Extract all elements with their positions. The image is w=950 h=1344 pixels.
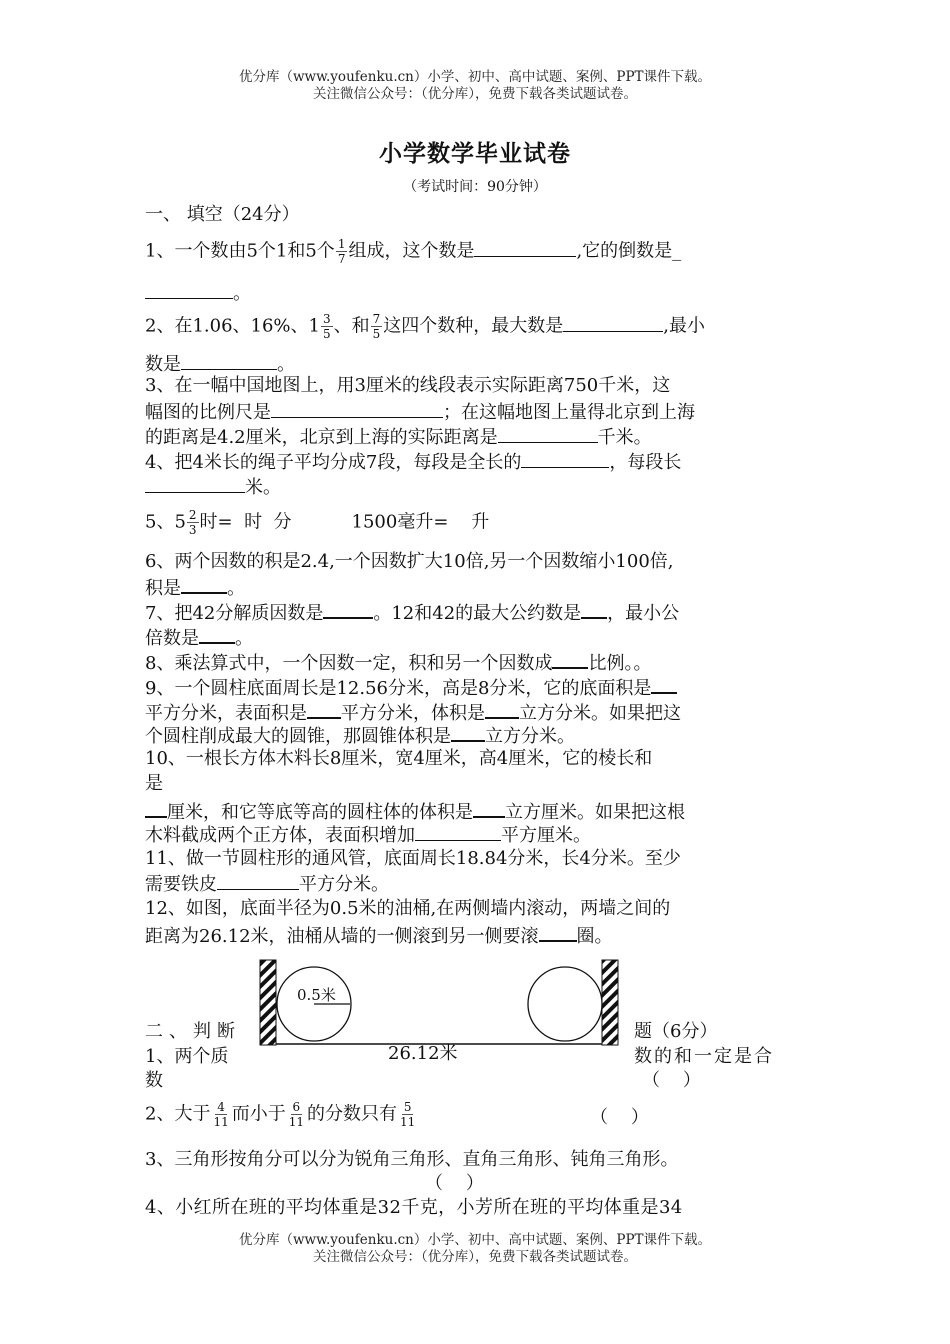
judge-1-right: 数的和一定是合 xyxy=(634,1046,774,1067)
fraction: $\frac{1}{7}$ xyxy=(337,237,346,266)
header-line-2: 关注微信公众号：（优分库），免费下载各类试题试卷。 xyxy=(313,86,637,102)
page-title: 小学数学毕业试卷 xyxy=(379,140,571,167)
answer-blank xyxy=(485,699,519,719)
answer-blank xyxy=(145,798,167,818)
answer-blank xyxy=(651,674,677,694)
header-line-1: 优分库（www.youfenku.cn）小学、初中、高中试题、案例、PPT课件下载。 xyxy=(238,69,712,85)
answer-blank xyxy=(474,238,576,257)
question-10-line-4: 木料截成两个正方体，表面积增加 平方厘米。 xyxy=(145,822,591,848)
answer-blank xyxy=(473,798,505,818)
fraction: $\frac{7}{5}$ xyxy=(372,312,381,341)
section-2-heading-left: 二、判断 xyxy=(145,1021,241,1042)
answer-blank xyxy=(145,474,245,493)
judge-3-paren[interactable]: （ ） xyxy=(425,1173,484,1194)
question-9-line-3: 个圆柱削成最大的圆锥，那圆锥体积是 立方分米。 xyxy=(145,722,575,749)
answer-blank xyxy=(307,699,341,719)
answer-blank xyxy=(199,624,235,644)
judge-3: 3、三角形按角分可以分为锐角三角形、直角三角形、钝角三角形。 xyxy=(145,1149,679,1170)
answer-blank xyxy=(323,599,373,619)
question-7-line-2: 倍数是 。 xyxy=(145,624,253,651)
question-11-line-1: 11、做一节圆柱形的通风管，底面周长18.84分米，长4分米。至少 xyxy=(145,848,681,869)
fraction: $\frac{2}{3}$ xyxy=(188,508,197,537)
question-12-line-1: 12、如图，底面半径为0.5米的油桶,在两侧墙内滚动，两墙之间的 xyxy=(145,898,671,919)
judge-1-left-2: 数 xyxy=(145,1070,163,1091)
question-11-line-2: 需要铁皮 平方分米。 xyxy=(145,871,389,897)
question-2: 2、在1.06、16%、1 $\frac{3}{5}$ 、和 $\frac{7}{5}$ 这四个数种，最大数是 ,最小 xyxy=(145,312,706,341)
barrel-right xyxy=(528,967,602,1041)
answer-blank xyxy=(145,280,233,299)
answer-blank xyxy=(521,449,609,468)
question-4-line-2: 米。 xyxy=(145,474,281,500)
answer-blank xyxy=(539,922,577,942)
question-10-line-2: 是 xyxy=(145,773,163,794)
footer-line-1: 优分库（www.youfenku.cn）小学、初中、高中试题、案例、PPT课件下载。 xyxy=(238,1232,712,1248)
fraction: $\frac{6}{11}$ xyxy=(288,1100,305,1129)
question-1-cont: 。 xyxy=(145,280,251,306)
question-10-line-3: 厘米，和它等底等高的圆柱体的体积是 立方厘米。如果把这根 xyxy=(145,798,685,825)
judge-2: 2、大于 $\frac{4}{11}$ 而小于 $\frac{6}{11}$ 的分数只有 $\frac{5}{11}$ xyxy=(145,1100,416,1129)
answer-blank xyxy=(581,599,607,619)
judge-1-left: 1、两个质 xyxy=(145,1046,229,1067)
section-2-heading-right: 题（6分） xyxy=(634,1021,718,1042)
answer-blank xyxy=(181,574,227,594)
question-12-line-2: 距离为26.12米，油桶从墙的一侧滚到另一侧要滚 圈。 xyxy=(145,922,613,949)
question-4-line-1: 4、把4米长的绳子平均分成7段，每段是全长的 ，每段长 xyxy=(145,449,681,475)
answer-blank xyxy=(563,313,663,332)
answer-blank xyxy=(181,351,277,370)
answer-blank xyxy=(415,822,501,841)
judge-4: 4、小红所在班的平均体重是32千克，小芳所在班的平均体重是34 xyxy=(145,1197,683,1218)
question-1: 1、一个数由5个1和5个 $\frac{1}{7}$ 组成，这个数是 ,它的倒数是_ xyxy=(145,237,682,266)
answer-blank xyxy=(271,399,443,418)
question-10-line-1: 10、一根长方体木料长8厘米，宽4厘米，高4厘米，它的棱长和 xyxy=(145,748,653,769)
judge-1-paren[interactable]: （ ） xyxy=(642,1070,701,1091)
right-wall xyxy=(602,960,618,1045)
fraction: $\frac{3}{5}$ xyxy=(323,312,331,341)
answer-blank xyxy=(552,649,588,669)
question-2-cont: 数是 。 xyxy=(145,351,295,377)
distance-label: 26.12米 xyxy=(388,1043,458,1064)
left-wall xyxy=(260,960,276,1045)
question-3-line-1: 3、在一幅中国地图上，用3厘米的线段表示实际距离750千米，这 xyxy=(145,375,671,396)
section-1-heading: 一、 填空（24分） xyxy=(145,204,300,225)
question-3-line-2: 幅图的比例尺是 ；在这幅地图上量得北京到上海 xyxy=(145,399,695,425)
question-6-line-1: 6、两个因数的积是2.4,一个因数扩大10倍,另一个因数缩小100倍, xyxy=(145,551,674,572)
question-5: 5、5 $\frac{2}{3}$ 时= 时 分 1500毫升= 升 xyxy=(145,508,490,537)
question-9-line-2: 平方分米，表面积是 平方分米，体积是 立方分米。如果把这 xyxy=(145,699,681,726)
answer-blank xyxy=(451,722,485,742)
judge-2-paren[interactable]: （ ） xyxy=(590,1107,649,1128)
question-7-line-1: 7、把42分解质因数是 。12和42的最大公约数是 ，最小公 xyxy=(145,599,679,626)
answer-blank xyxy=(498,424,598,443)
fraction: $\frac{5}{11}$ xyxy=(400,1100,416,1129)
exam-time: （考试时间：90分钟） xyxy=(403,179,547,195)
fraction: $\frac{4}{11}$ xyxy=(213,1100,229,1129)
question-9-line-1: 9、一个圆柱底面周长是12.56分米，高是8分米，它的底面积是 xyxy=(145,674,677,701)
answer-blank xyxy=(217,871,299,890)
radius-label: 0.5米 xyxy=(297,986,336,1004)
question-8: 8、乘法算式中，一个因数一定，积和另一个因数成 比例。。 xyxy=(145,649,651,676)
footer-line-2: 关注微信公众号：（优分库），免费下载各类试题试卷。 xyxy=(313,1249,637,1265)
question-6-line-2: 积是 。 xyxy=(145,574,245,601)
question-3-line-3: 的距离是4.2厘米，北京到上海的实际距离是 千米。 xyxy=(145,424,652,450)
